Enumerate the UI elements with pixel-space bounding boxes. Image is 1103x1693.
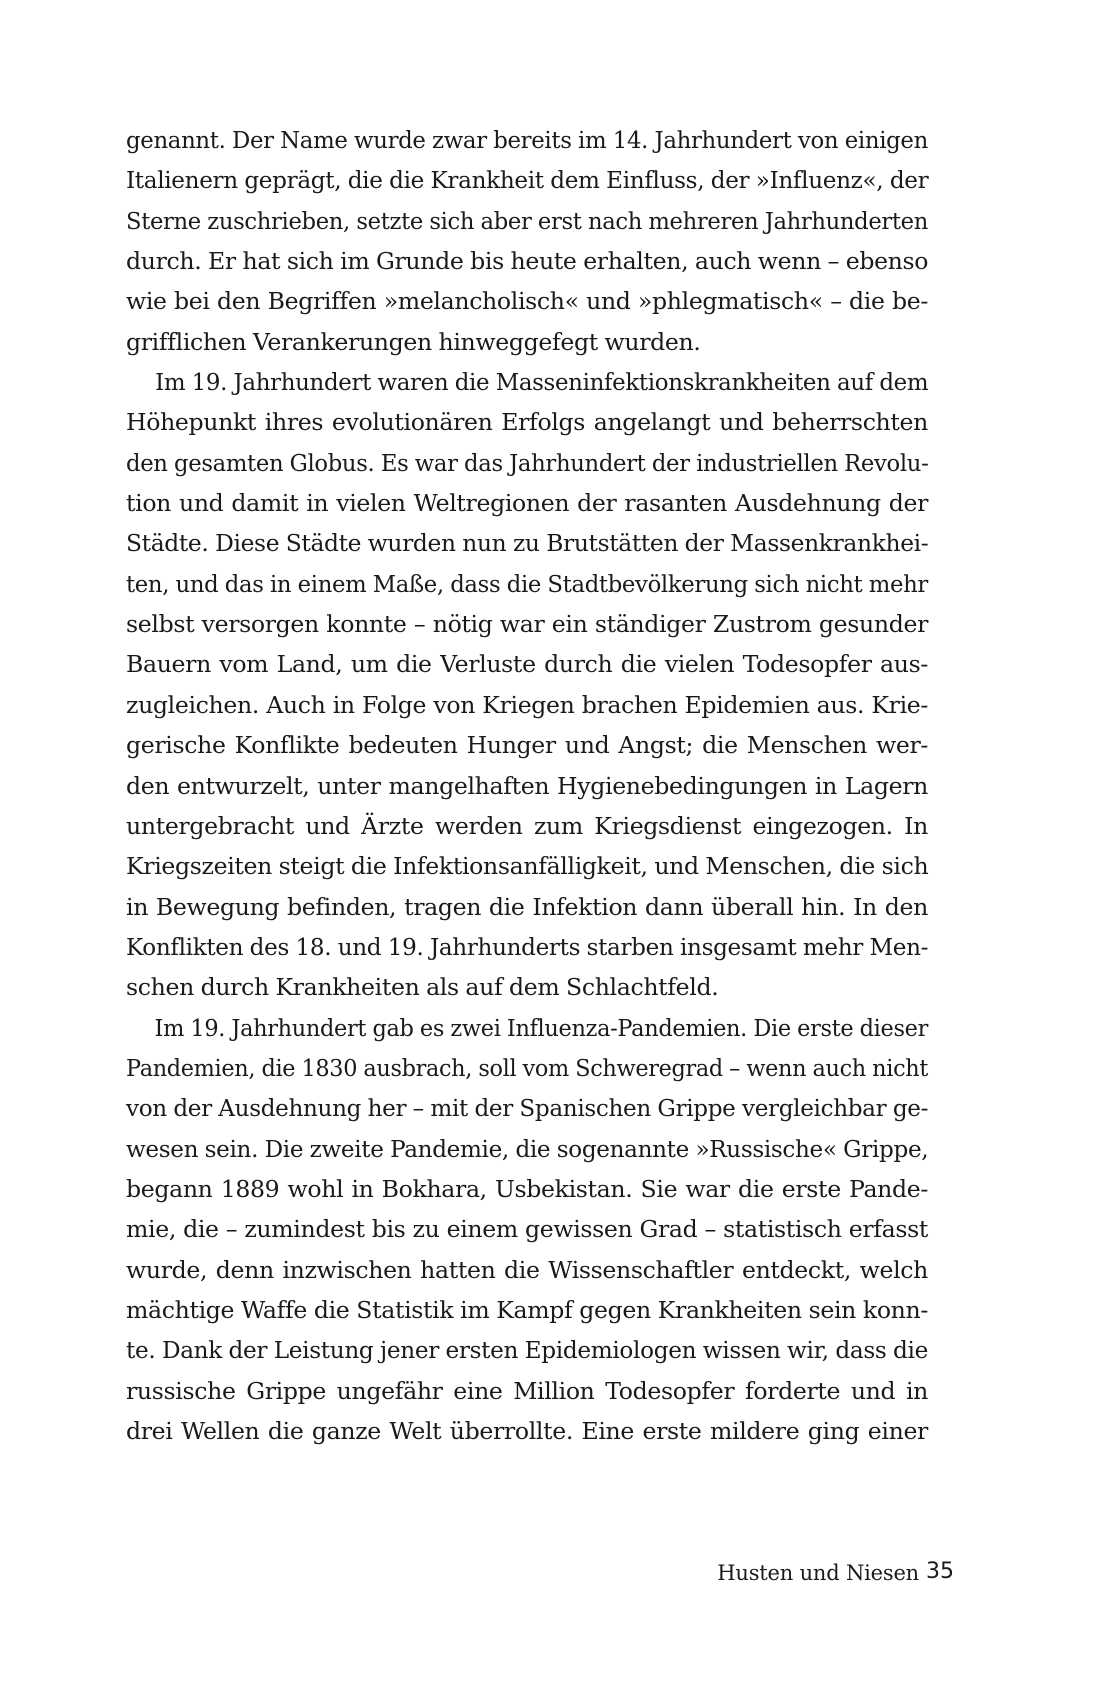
text-line: durch. Er hat sich im Grunde bis heute erhalten, auch wenn – ebenso xyxy=(126,247,929,276)
text-line: wie bei den Begriffen »melancholisch« und »phlegmatisch« – die be- xyxy=(126,287,928,316)
text-line: Bauern vom Land, um die Verluste durch die vielen Todesopfer aus- xyxy=(126,650,928,679)
paragraph xyxy=(126,362,928,1008)
text-line: Im 19. Jahrhundert gab es zwei Influenza-Pandemien. Die erste dieser xyxy=(154,1013,929,1042)
running-title: Husten und Niesen xyxy=(717,1561,919,1585)
text-line: Sterne zuschrieben, setzte sich aber erst nach mehreren Jahrhunderten xyxy=(126,206,929,235)
text-line: zugleichen. Auch in Folge von Kriegen brachen Epidemien aus. Krie- xyxy=(126,690,928,719)
text-line: von der Ausdehnung her – mit der Spanischen Grippe vergleichbar ge- xyxy=(126,1094,929,1123)
paragraph xyxy=(126,120,928,362)
text-line: gerische Konflikte bedeuten Hunger und Angst; die Menschen wer- xyxy=(126,731,928,760)
text-line: untergebracht und Ärzte werden zum Kriegsdienst eingezogen. In xyxy=(126,811,928,840)
text-line: wesen sein. Die zweite Pandemie, die sogenannte »Russische« Grippe, xyxy=(126,1134,929,1163)
text-line: Konflikten des 18. und 19. Jahrhunderts starben insgesamt mehr Men- xyxy=(126,932,929,961)
text-line: genannt. Der Name wurde zwar bereits im 14. Jahrhundert von einigen xyxy=(126,126,928,154)
text-line: te. Dank der Leistung jener ersten Epidemiologen wissen wir, dass die xyxy=(126,1336,928,1365)
text-line: in Bewegung befinden, tragen die Infektion dann überall hin. In den xyxy=(126,892,928,921)
text-line: Kriegszeiten steigt die Infektionsanfälligkeit, und Menschen, die sich xyxy=(126,852,929,881)
text-line: mächtige Waffe die Statistik im Kampf gegen Krankheiten sein konn- xyxy=(126,1295,928,1324)
text-line: ten, und das in einem Maße, dass die Stadtbevölkerung sich nicht mehr xyxy=(126,569,928,598)
body-text xyxy=(126,120,928,1451)
text-line: den entwurzelt, unter mangelhaften Hygienebedingungen in Lagern xyxy=(126,771,928,800)
text-line: Im 19. Jahrhundert waren die Masseninfektionskrankheiten auf dem xyxy=(155,368,929,397)
text-line: den gesamten Globus. Es war das Jahrhundert der industriellen Revolu- xyxy=(126,448,929,477)
running-footer xyxy=(717,1558,919,1588)
paragraph xyxy=(126,1008,928,1452)
text-line: grifflichen Verankerungen hinweggefegt wurden. xyxy=(126,327,701,356)
text-line: wurde, denn inzwischen hatten die Wissenschaftler entdeckt, welch xyxy=(126,1255,928,1284)
text-line: mie, die – zumindest bis zu einem gewissen Grad – statistisch erfasst xyxy=(126,1215,928,1244)
page-number: 35 xyxy=(926,1559,954,1584)
text-line: Höhepunkt ihres evolutionären Erfolgs angelangt und beherrschten xyxy=(126,408,928,437)
text-line: tion und damit in vielen Weltregionen der rasanten Ausdehnung der xyxy=(126,489,928,518)
text-line: drei Wellen die ganze Welt überrollte. Eine erste mildere ging einer xyxy=(126,1417,928,1445)
text-line: Städte. Diese Städte wurden nun zu Brutstätten der Massenkrankhei- xyxy=(126,529,929,558)
text-line: begann 1889 wohl in Bokhara, Usbekistan. Sie war die erste Pande- xyxy=(126,1174,928,1203)
text-line: Italienern geprägt, die die Krankheit dem Einfluss, der »Influenz«, der xyxy=(126,166,929,195)
text-line: selbst versorgen konnte – nötig war ein ständiger Zustrom gesunder xyxy=(126,610,928,639)
text-line: schen durch Krankheiten als auf dem Schlachtfeld. xyxy=(126,973,719,1002)
text-line: russische Grippe ungefähr eine Million Todesopfer forderte und in xyxy=(126,1376,928,1405)
text-line: Pandemien, die 1830 ausbrach, soll vom Schweregrad – wenn auch nicht xyxy=(126,1053,929,1082)
